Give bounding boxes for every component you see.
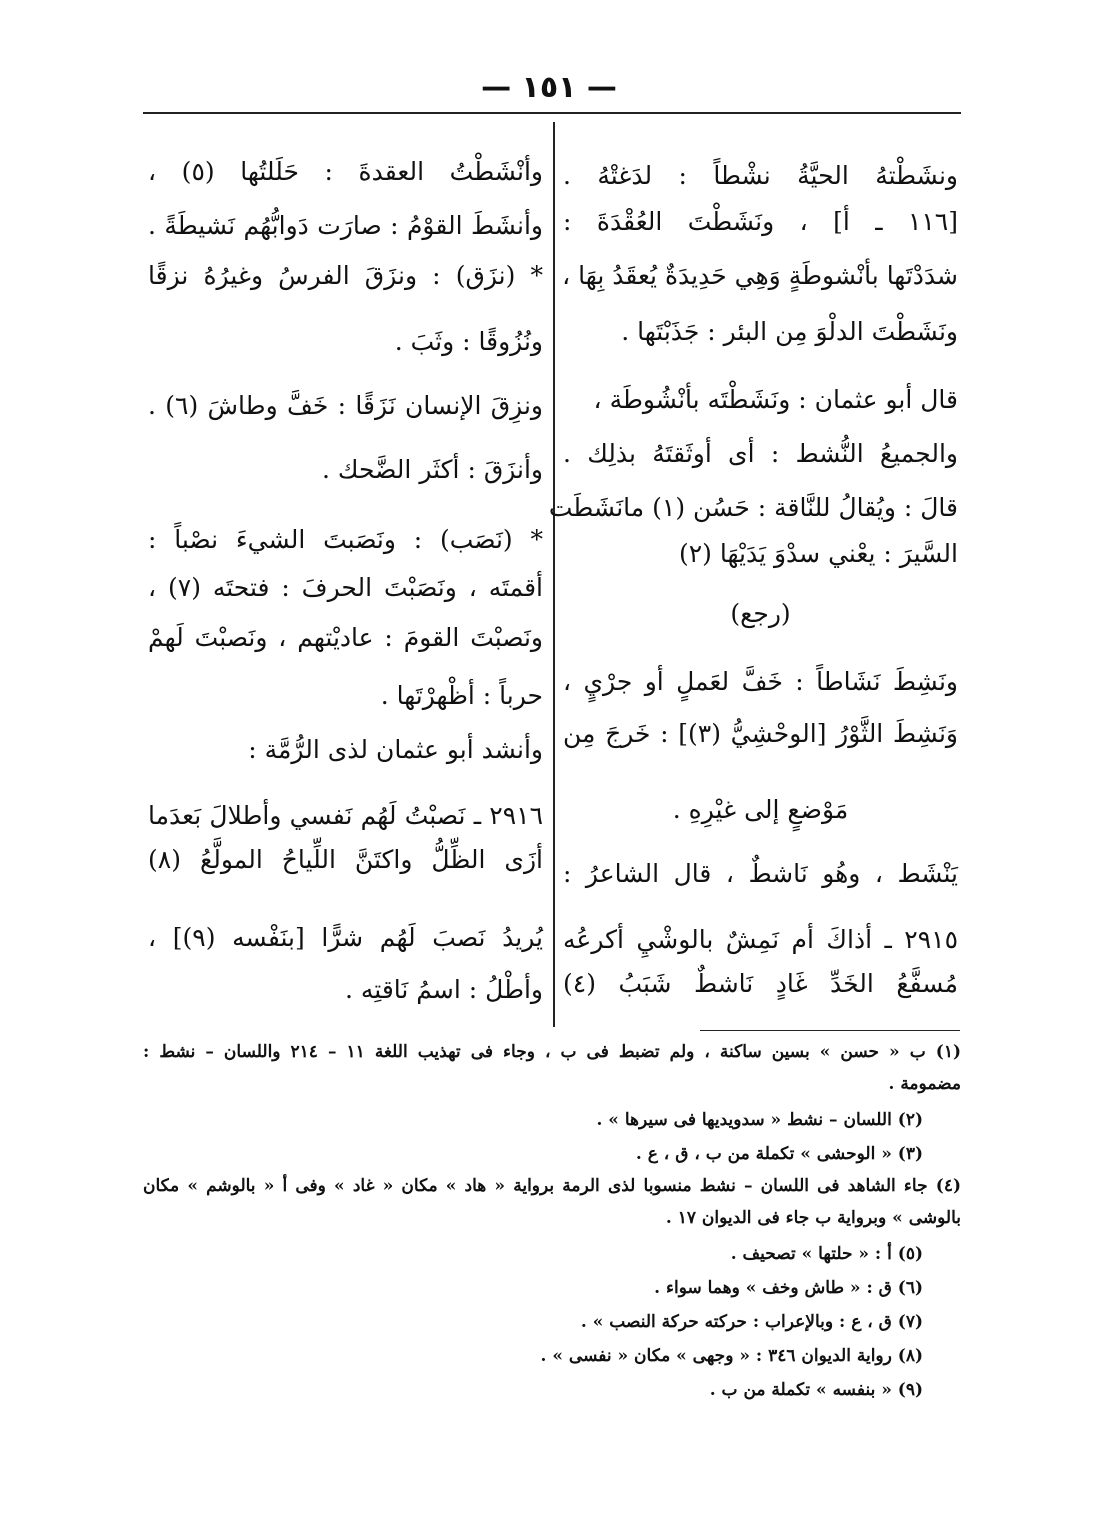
- text-line: ونزِقَ الإنسان نَزَقًا : خَفَّ وطاشَ (٦) .: [148, 391, 543, 420]
- text-line: [١١٦ ـ أ] ، ونَشَطْتَ العُقْدَةَ :: [563, 207, 958, 236]
- verse-line: أزَى الظِّلُّ واكتَنَّ اللِّياحُ المولَّعُ (٨): [148, 845, 543, 874]
- footnote: (١) ب « حسن » بسين ساكنة ، ولم تضبط فى ب ، وجاء فى تهذيب اللغة ١١ – ٢١٤ واللسان – نشط :: [143, 1042, 961, 1062]
- text-line: * (نَصَب) : ونَصَبتَ الشيءَ نصْباً :: [148, 525, 543, 554]
- text-line: السَّيرَ : يعْني سدْوَ يَدَيْهَا (٢): [678, 539, 958, 568]
- text-line: مَوْضعٍ إلى غيْرِهِ .: [672, 795, 849, 824]
- text-line: وأطْلُ : اسمُ نَاقتِه .: [344, 975, 543, 1004]
- text-line: أقمتَه ، ونَصَبْتَ الحرفَ : فتحتَه (٧) ،: [148, 573, 544, 602]
- text-line: وأنزَقَ : أكثَر الضَّحك .: [322, 455, 543, 484]
- verse-line: ٢٩١٦ ـ نَصبْتُ لَهُم نَفسي وأطلالَ بَعدَما: [148, 801, 543, 830]
- page-number: — ١٥١ —: [481, 70, 617, 105]
- footnote: (٦) ق : « طاش وخف » وهما سواء .: [654, 1278, 923, 1298]
- text-line: قالَ : ويُقالُ للنَّاقة : حَسُن (١) مانَشَطَت: [548, 493, 958, 522]
- header-rule: [143, 112, 961, 114]
- text-line: ونشَطْتهُ الحيَّةُ نشْطاً : لدَغتْهُ .: [563, 161, 958, 190]
- text-line: وأنْشَطْتُ العقدةَ : حَلَلتُها (٥) ،: [148, 157, 543, 186]
- footnote: مضمومة .: [888, 1074, 961, 1094]
- footnote: (٣) « الوحشى » تكملة من ب ، ق ، ع .: [635, 1144, 923, 1164]
- text-line: وأنشَطَ القوْمُ : صارَت دَوابُّهُم نَشيطَةً .: [148, 211, 543, 240]
- text-line: ونَصبْتَ القومَ : عاديْتهم ، ونَصبْتَ لَهمْ: [148, 623, 543, 652]
- text-line: والجميعُ النُّشط : أى أوثَقتَهُ بذلِك .: [563, 439, 958, 468]
- text-line: * (نزَق) : ونزَقَ الفرسُ وغيرُهُ نزقًا: [148, 261, 543, 290]
- text-line: وأنشد أبو عثمان لذى الرُّمَّة :: [248, 735, 543, 764]
- footnote: (٩) « بنفسه » تكملة من ب .: [709, 1380, 923, 1400]
- text-line: ونُزُوقًا : وثَبَ .: [394, 327, 543, 356]
- text-line: قال أبو عثمان : ونَشَطْتَه بأنْشُوطَة ،: [593, 385, 958, 414]
- text-line: وَنَشِطَ الثَّوْرُ [الوحْشِيُّ (٣)] : خَرجَ مِن: [563, 719, 958, 748]
- verse-line: مُسفَّعُ الخَدِّ غَادٍ نَاشطٌ شَبَبُ (٤): [563, 969, 958, 998]
- text-line: يَنْشَط ، وهُو نَاشطٌ ، قال الشاعرُ :: [563, 859, 958, 888]
- text-line: ونَشَطْتَ الدلْوَ مِن البئر : جَذَبْتَها .: [621, 317, 958, 346]
- footnote: (٨) رواية الديوان ٣٤٦ : « وجهى » مكان « نفسى » .: [540, 1346, 923, 1366]
- text-line: يُريدُ نَصبَ لَهُم شرًّا [بنَفْسه (٩)] ،: [148, 923, 543, 952]
- text-line: ونَشِطَ نَشَاطاً : خَفَّ لعَملٍ أو جرْيٍ ،: [563, 667, 958, 696]
- footnote: بالوشى » وبرواية ب جاء فى الديوان ١٧ .: [665, 1208, 961, 1228]
- footnote: (٢) اللسان – نشط « سدويديها فى سيرها » .: [596, 1110, 923, 1130]
- text-line: (رجع): [730, 599, 791, 628]
- column-divider: [553, 122, 555, 1027]
- footnote: (٧) ق ، ع : وبالإعراب : حركته حركة النصب » .: [580, 1312, 923, 1332]
- text-line: شدَدْتَها بأنْشوطَةٍ وَهِي حَدِيدَةٌ يُعقَدُ بِهَا ،: [562, 261, 958, 290]
- verse-line: ٢٩١٥ ـ أذاكَ أم نَمِشٌ بالوشْيِ أكرعُه: [563, 925, 958, 954]
- text-line: حرباً : أظْهرْتَها .: [380, 681, 543, 710]
- footnote-rule: [700, 1030, 960, 1031]
- footnote: (٤) جاء الشاهد فى اللسان – نشط منسوبا لذى الرمة برواية « هاد » مكان « غاد » وفى أ « بالوشم » مكان: [143, 1176, 961, 1196]
- footnote: (٥) أ : « حلتها » تصحيف .: [730, 1244, 923, 1264]
